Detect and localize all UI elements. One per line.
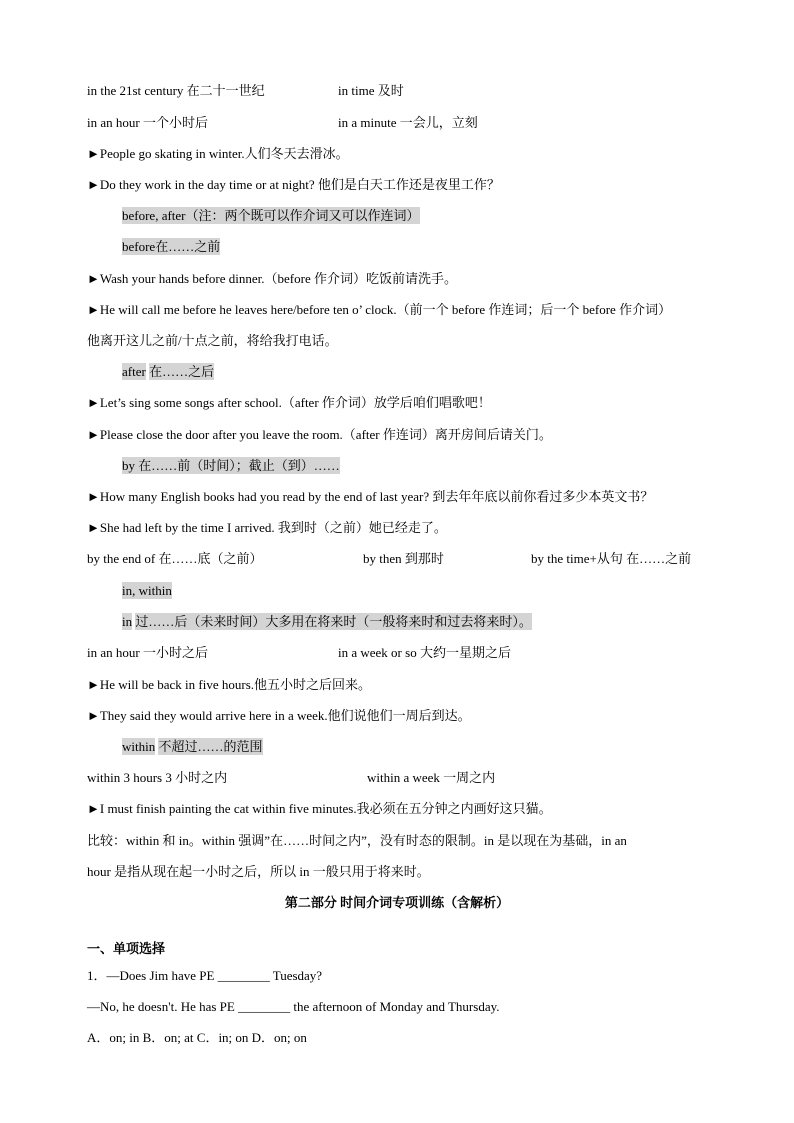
highlight-heading [122, 457, 340, 475]
example-sentence: ►He will call me before he leaves here/before ten o’ clock.（前一个 before 作连词；后一个 before 作介词） [87, 302, 672, 317]
highlight-text: after [122, 364, 146, 379]
highlight-text: 在……之后 [149, 364, 215, 379]
highlight-text: in [122, 614, 133, 629]
highlight-heading [122, 238, 220, 256]
example-sentence: ►Do they work in the day time or at night? 他们是白天工作还是夜里工作？ [87, 177, 500, 192]
example-sentence: ►She had left by the time I arrived. 我到时（之前）她已经走了。 [87, 520, 447, 535]
highlight-text: by 在……前（时间）；截止（到）…… [122, 458, 340, 473]
example-sentence: ►They said they would arrive here in a week.他们说他们一周后到达。 [87, 708, 471, 723]
highlight-text: before [122, 239, 156, 254]
phrase-21st-century: in the 21st century 在二十一世纪 [87, 83, 265, 98]
highlight-text: before, after（注：两个既可以作介词又可以作连词） [122, 208, 420, 223]
phrase-in-an-hour: in an hour 一小时之后 [87, 645, 208, 660]
phrase-by-the-time: by the time+从句 在……之前 [531, 551, 692, 566]
highlight-heading [122, 582, 172, 600]
example-sentence: ►People go skating in winter.人们冬天去滑冰。 [87, 146, 349, 161]
highlight-heading [122, 363, 214, 381]
phrase-in-an-hour: in an hour 一个小时后 [87, 115, 208, 130]
phrase-within-3-hours: within 3 hours 3 小时之内 [87, 770, 228, 785]
highlight-text: 不超过……的范围 [158, 739, 263, 754]
example-sentence: ►He will be back in five hours.他五小时之后回来。 [87, 677, 372, 692]
highlight-heading [122, 738, 263, 756]
part-title: 第二部分 时间介词专项训练（含解析） [284, 895, 510, 910]
example-sentence: ►Please close the door after you leave the room.（after 作连词）离开房间后请关门。 [87, 427, 552, 442]
section-heading: 一、单项选择 [87, 941, 166, 956]
example-sentence: ►Wash your hands before dinner.（before 作介词）吃饭前请洗手。 [87, 271, 457, 286]
example-sentence: ►I must finish painting the cat within five minutes.我必须在五分钟之内画好这只猫。 [87, 801, 552, 816]
question-options: A．on; in B．on; at C．in; on D．on; on [87, 1030, 307, 1045]
phrase-in-a-week: in a week or so 大约一星期之后 [338, 645, 511, 660]
phrase-in-a-minute: in a minute 一会儿，立刻 [338, 115, 478, 130]
phrase-by-then: by then 到那时 [363, 551, 444, 566]
example-translation: 他离开这儿之前/十点之前，将给我打电话。 [87, 333, 338, 348]
highlight-heading [122, 613, 532, 631]
highlight-text: 过……后（未来时间）大多用在将来时（一般将来时和过去将来时）。 [135, 614, 532, 629]
example-sentence: ►How many English books had you read by the end of last year? 到去年年底以前你看过多少本英文书？ [87, 489, 654, 504]
question-text: 1．—Does Jim have PE ________ Tuesday? [87, 968, 323, 983]
highlight-text: 在……之前 [155, 239, 221, 254]
highlight-heading [122, 207, 420, 225]
phrase-in-time: in time 及时 [338, 83, 404, 98]
highlight-text: in, within [122, 583, 172, 598]
comparison-text: 比较：within 和 in。within 强调”在……时间之内”，没有时态的限制。in 是以现在为基础，in an [87, 833, 627, 848]
phrase-within-a-week: within a week 一周之内 [367, 770, 496, 785]
example-sentence: ►Let’s sing some songs after school.（after 作介词）放学后咱们唱歌吧！ [87, 395, 491, 410]
phrase-by-the-end-of: by the end of 在……底（之前） [87, 551, 263, 566]
highlight-text: within [122, 739, 156, 754]
question-text: —No, he doesn't. He has PE ________ the afternoon of Monday and Thursday. [87, 999, 500, 1014]
comparison-text: hour 是指从现在起一小时之后，所以 in 一般只用于将来时。 [87, 864, 430, 879]
